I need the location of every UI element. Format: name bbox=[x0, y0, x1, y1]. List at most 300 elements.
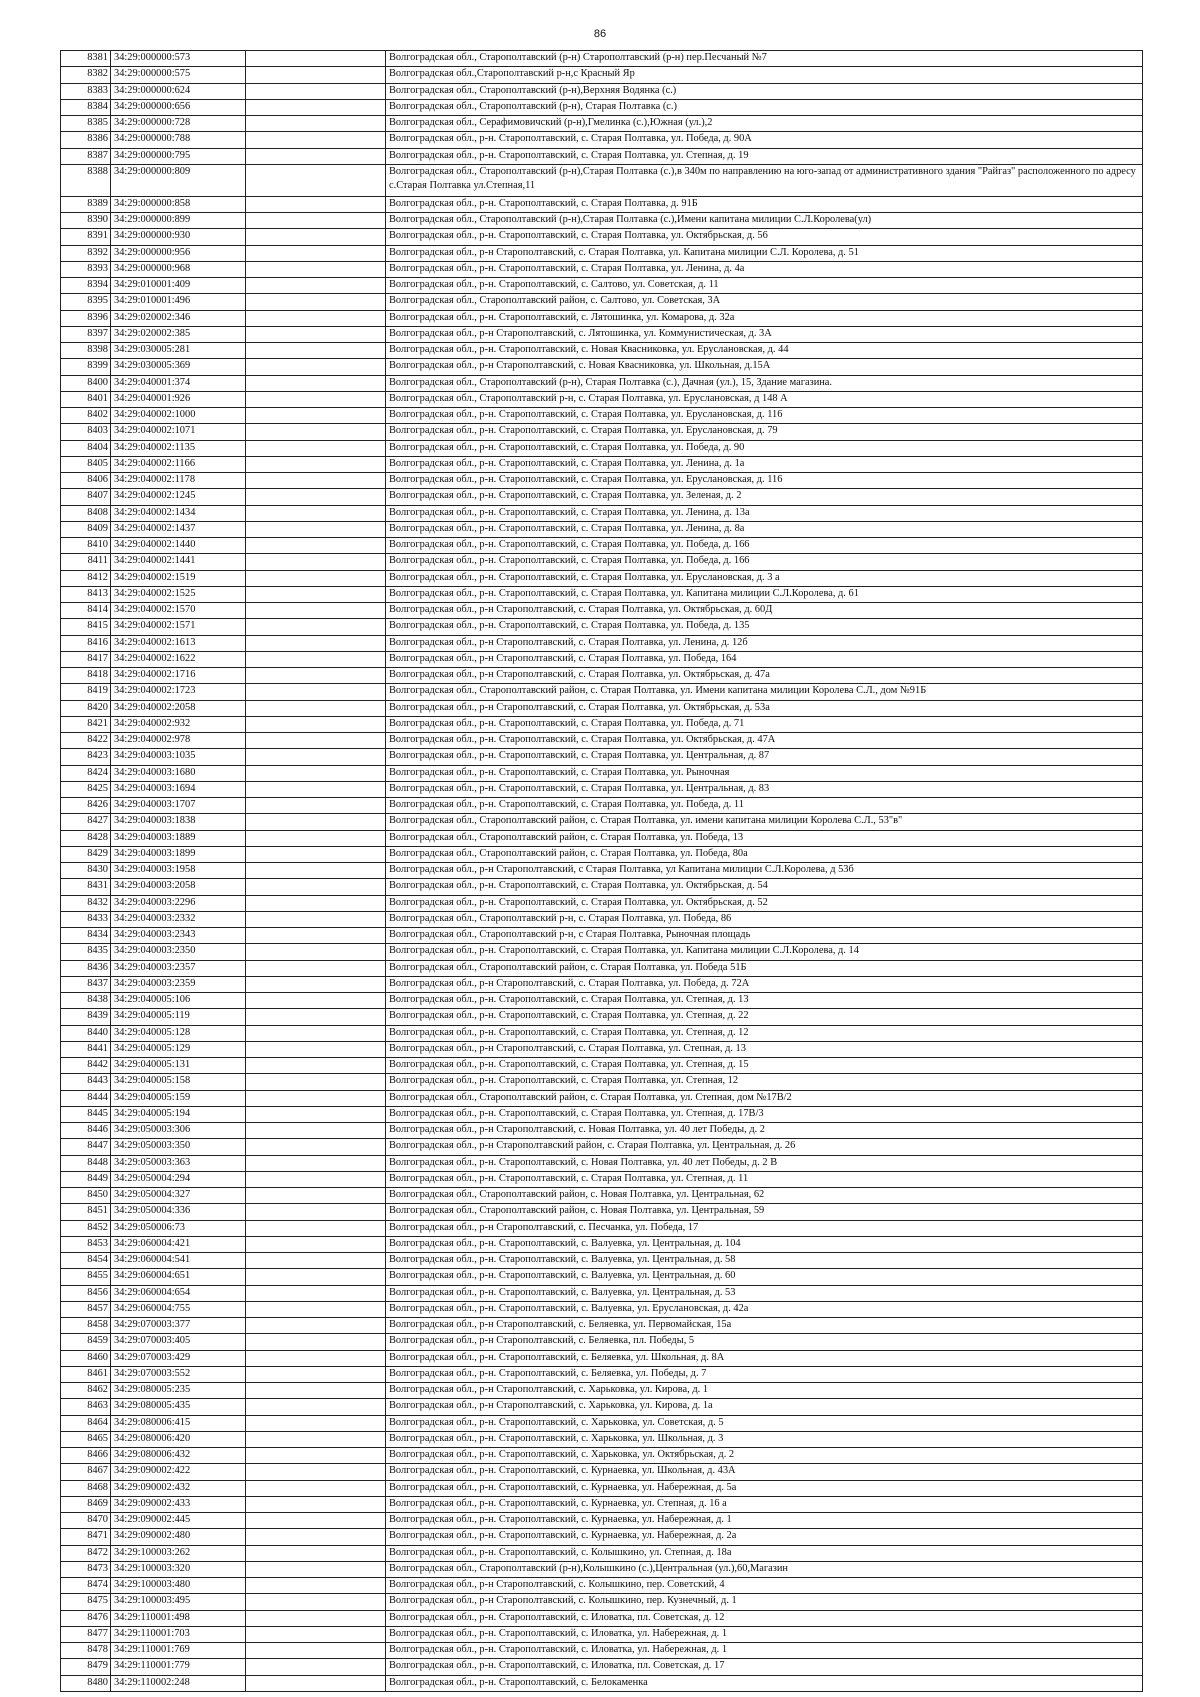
row-number-cell: 8479 bbox=[61, 1659, 111, 1675]
table-row bbox=[61, 960, 1143, 976]
empty-cell bbox=[246, 1334, 386, 1350]
address-cell: Волгоградская обл., р-н Старополтавский, с. Песчанка, ул. Победа, 17 bbox=[386, 1220, 1143, 1236]
cadastral-number-cell: 34:29:040002:1441 bbox=[111, 554, 246, 570]
address-cell: Волгоградская обл., р-н. Старополтавский, с. Старая Полтавка, ул. Октябрьская, д. 56 bbox=[386, 229, 1143, 245]
table-row bbox=[61, 538, 1143, 554]
address-cell: Волгоградская обл., р-н Старополтавский, с. Харьковка, ул. Кирова, д. 1а bbox=[386, 1399, 1143, 1415]
cadastral-number-cell: 34:29:080006:415 bbox=[111, 1415, 246, 1431]
cadastral-number-cell: 34:29:050004:294 bbox=[111, 1171, 246, 1187]
row-number-cell: 8384 bbox=[61, 99, 111, 115]
row-number-cell: 8403 bbox=[61, 424, 111, 440]
cadastral-number-cell: 34:29:040003:1899 bbox=[111, 846, 246, 862]
table-row bbox=[61, 1545, 1143, 1561]
address-cell: Волгоградская обл., Старополтавский (р-н) Старополтавский (р-н) пер.Песчаный №7 bbox=[386, 51, 1143, 67]
empty-cell bbox=[246, 1366, 386, 1382]
cadastral-number-cell: 34:29:000000:795 bbox=[111, 148, 246, 164]
table-row bbox=[61, 830, 1143, 846]
empty-cell bbox=[246, 1253, 386, 1269]
row-number-cell: 8445 bbox=[61, 1106, 111, 1122]
empty-cell bbox=[246, 684, 386, 700]
empty-cell bbox=[246, 976, 386, 992]
table-row bbox=[61, 521, 1143, 537]
row-number-cell: 8412 bbox=[61, 570, 111, 586]
row-number-cell: 8474 bbox=[61, 1578, 111, 1594]
cadastral-number-cell: 34:29:110001:703 bbox=[111, 1626, 246, 1642]
cadastral-number-cell: 34:29:040005:128 bbox=[111, 1025, 246, 1041]
cadastral-number-cell: 34:29:040005:158 bbox=[111, 1074, 246, 1090]
empty-cell bbox=[246, 749, 386, 765]
cadastral-number-cell: 34:29:090002:433 bbox=[111, 1496, 246, 1512]
row-number-cell: 8442 bbox=[61, 1058, 111, 1074]
address-cell: Волгоградская обл., р-н. Старополтавский, с. Старая Полтавка, ул. Степная, д. 12 bbox=[386, 1025, 1143, 1041]
table-row bbox=[61, 863, 1143, 879]
empty-cell bbox=[246, 359, 386, 375]
cadastral-number-cell: 34:29:040002:1000 bbox=[111, 408, 246, 424]
cadastral-number-cell: 34:29:040002:1440 bbox=[111, 538, 246, 554]
row-number-cell: 8476 bbox=[61, 1610, 111, 1626]
address-cell: Волгоградская обл., р-н. Старополтавский, с. Старая Полтавка, ул. Степная, д. 17В/3 bbox=[386, 1106, 1143, 1122]
empty-cell bbox=[246, 733, 386, 749]
empty-cell bbox=[246, 1188, 386, 1204]
empty-cell bbox=[246, 1643, 386, 1659]
table-row bbox=[61, 1253, 1143, 1269]
cadastral-number-cell: 34:29:000000:573 bbox=[111, 51, 246, 67]
row-number-cell: 8381 bbox=[61, 51, 111, 67]
address-cell: Волгоградская обл., р-н. Старополтавский, с. Курнаевка, ул. Школьная, д. 43А bbox=[386, 1464, 1143, 1480]
table-row bbox=[61, 1578, 1143, 1594]
row-number-cell: 8422 bbox=[61, 733, 111, 749]
address-cell: Волгоградская обл., р-н Старополтавский район, с. Старая Полтавка, ул. Центральная, д. 26 bbox=[386, 1139, 1143, 1155]
table-row bbox=[61, 473, 1143, 489]
empty-cell bbox=[246, 1626, 386, 1642]
table-row bbox=[61, 1594, 1143, 1610]
empty-cell bbox=[246, 1301, 386, 1317]
cadastral-number-cell: 34:29:040003:1838 bbox=[111, 814, 246, 830]
row-number-cell: 8393 bbox=[61, 261, 111, 277]
cadastral-number-cell: 34:29:040005:131 bbox=[111, 1058, 246, 1074]
table-row bbox=[61, 148, 1143, 164]
empty-cell bbox=[246, 570, 386, 586]
cadastral-number-cell: 34:29:040003:1680 bbox=[111, 765, 246, 781]
row-number-cell: 8477 bbox=[61, 1626, 111, 1642]
table-row bbox=[61, 1041, 1143, 1057]
address-cell: Волгоградская обл., р-н. Старополтавский, с. Харьковка, ул. Октябрьская, д. 2 bbox=[386, 1448, 1143, 1464]
row-number-cell: 8427 bbox=[61, 814, 111, 830]
table-row bbox=[61, 440, 1143, 456]
cadastral-number-cell: 34:29:040002:1135 bbox=[111, 440, 246, 456]
table-row bbox=[61, 1610, 1143, 1626]
table-row bbox=[61, 944, 1143, 960]
cadastral-number-cell: 34:29:040002:1570 bbox=[111, 603, 246, 619]
registry-body bbox=[61, 51, 1143, 1692]
table-row bbox=[61, 196, 1143, 212]
address-cell: Волгоградская обл., р-н. Старополтавский, с. Новая Квасниковка, ул. Еруслановская, д. 44 bbox=[386, 343, 1143, 359]
row-number-cell: 8386 bbox=[61, 132, 111, 148]
table-row bbox=[61, 700, 1143, 716]
cadastral-number-cell: 34:29:040003:2350 bbox=[111, 944, 246, 960]
cadastral-number-cell: 34:29:040003:1958 bbox=[111, 863, 246, 879]
empty-cell bbox=[246, 798, 386, 814]
table-row bbox=[61, 1236, 1143, 1252]
empty-cell bbox=[246, 1074, 386, 1090]
address-cell: Волгоградская обл., Старополтавский район, с. Старая Полтавка, ул. Имени капитана милиции Королева С.Л., дом №91Б bbox=[386, 684, 1143, 700]
table-row bbox=[61, 1399, 1143, 1415]
table-row bbox=[61, 1496, 1143, 1512]
table-row bbox=[61, 1009, 1143, 1025]
cadastral-number-cell: 34:29:040002:932 bbox=[111, 716, 246, 732]
table-row bbox=[61, 1301, 1143, 1317]
row-number-cell: 8429 bbox=[61, 846, 111, 862]
table-row bbox=[61, 846, 1143, 862]
row-number-cell: 8415 bbox=[61, 619, 111, 635]
row-number-cell: 8435 bbox=[61, 944, 111, 960]
cadastral-number-cell: 34:29:070003:377 bbox=[111, 1318, 246, 1334]
row-number-cell: 8400 bbox=[61, 375, 111, 391]
address-cell: Волгоградская обл., р-н Старополтавский, с. Беляевка, ул. Первомайская, 15а bbox=[386, 1318, 1143, 1334]
cadastral-number-cell: 34:29:060004:541 bbox=[111, 1253, 246, 1269]
cadastral-number-cell: 34:29:090002:422 bbox=[111, 1464, 246, 1480]
empty-cell bbox=[246, 1123, 386, 1139]
table-row bbox=[61, 1318, 1143, 1334]
empty-cell bbox=[246, 294, 386, 310]
table-row bbox=[61, 456, 1143, 472]
empty-cell bbox=[246, 1090, 386, 1106]
cadastral-number-cell: 34:29:060004:755 bbox=[111, 1301, 246, 1317]
row-number-cell: 8410 bbox=[61, 538, 111, 554]
address-cell: Волгоградская обл., р-н. Старополтавский, с. Старая Полтавка, ул. Степная, д. 13 bbox=[386, 993, 1143, 1009]
cadastral-number-cell: 34:29:000000:656 bbox=[111, 99, 246, 115]
empty-cell bbox=[246, 1675, 386, 1691]
empty-cell bbox=[246, 1139, 386, 1155]
row-number-cell: 8383 bbox=[61, 83, 111, 99]
cadastral-number-cell: 34:29:050003:350 bbox=[111, 1139, 246, 1155]
row-number-cell: 8382 bbox=[61, 67, 111, 83]
table-row bbox=[61, 879, 1143, 895]
empty-cell bbox=[246, 148, 386, 164]
empty-cell bbox=[246, 456, 386, 472]
table-row bbox=[61, 326, 1143, 342]
table-row bbox=[61, 1025, 1143, 1041]
row-number-cell: 8475 bbox=[61, 1594, 111, 1610]
address-cell: Волгоградская обл., р-н. Старополтавский, с. Курнаевка, ул. Набережная, д. 5а bbox=[386, 1480, 1143, 1496]
empty-cell bbox=[246, 1318, 386, 1334]
address-cell: Волгоградская обл., р-н Старополтавский, с. Лятошинка, ул. Коммунистическая, д. 3А bbox=[386, 326, 1143, 342]
cadastral-number-cell: 34:29:110001:769 bbox=[111, 1643, 246, 1659]
address-cell: Волгоградская обл., Старополтавский район, с. Старая Полтавка, ул. имени капитана милиции Королева С.Л., 53"в" bbox=[386, 814, 1143, 830]
address-cell: Волгоградская обл., р-н. Старополтавский, с. Валуевка, ул. Центральная, д. 53 bbox=[386, 1285, 1143, 1301]
cadastral-number-cell: 34:29:040003:2359 bbox=[111, 976, 246, 992]
table-row bbox=[61, 375, 1143, 391]
row-number-cell: 8389 bbox=[61, 196, 111, 212]
row-number-cell: 8398 bbox=[61, 343, 111, 359]
address-cell: Волгоградская обл., р-н. Старополтавский, с. Старая Полтавка, ул. Победа, д. 90А bbox=[386, 132, 1143, 148]
cadastral-number-cell: 34:29:050006:73 bbox=[111, 1220, 246, 1236]
address-cell: Волгоградская обл., Старополтавский (р-н),Колышкино (с.),Центральная (ул.),60,Магазин bbox=[386, 1561, 1143, 1577]
cadastral-number-cell: 34:29:040002:1437 bbox=[111, 521, 246, 537]
row-number-cell: 8396 bbox=[61, 310, 111, 326]
table-row bbox=[61, 733, 1143, 749]
cadastral-number-cell: 34:29:050004:336 bbox=[111, 1204, 246, 1220]
cadastral-number-cell: 34:29:000000:930 bbox=[111, 229, 246, 245]
row-number-cell: 8428 bbox=[61, 830, 111, 846]
table-row bbox=[61, 1334, 1143, 1350]
cadastral-number-cell: 34:29:040001:374 bbox=[111, 375, 246, 391]
address-cell: Волгоградская обл., р-н. Старополтавский, с. Старая Полтавка, ул. Еруслановская, д. 116 bbox=[386, 408, 1143, 424]
row-number-cell: 8395 bbox=[61, 294, 111, 310]
cadastral-number-cell: 34:29:000000:788 bbox=[111, 132, 246, 148]
address-cell: Волгоградская обл., р-н. Старополтавский, с. Старая Полтавка, ул. Ленина, д. 4а bbox=[386, 261, 1143, 277]
row-number-cell: 8453 bbox=[61, 1236, 111, 1252]
row-number-cell: 8441 bbox=[61, 1041, 111, 1057]
row-number-cell: 8388 bbox=[61, 164, 111, 196]
cadastral-number-cell: 34:29:010001:496 bbox=[111, 294, 246, 310]
cadastral-number-cell: 34:29:040002:978 bbox=[111, 733, 246, 749]
empty-cell bbox=[246, 1529, 386, 1545]
row-number-cell: 8430 bbox=[61, 863, 111, 879]
table-row bbox=[61, 1448, 1143, 1464]
empty-cell bbox=[246, 538, 386, 554]
row-number-cell: 8417 bbox=[61, 651, 111, 667]
cadastral-number-cell: 34:29:080005:235 bbox=[111, 1383, 246, 1399]
empty-cell bbox=[246, 554, 386, 570]
cadastral-number-cell: 34:29:050003:306 bbox=[111, 1123, 246, 1139]
row-number-cell: 8394 bbox=[61, 278, 111, 294]
address-cell: Волгоградская обл., Старополтавский (р-н),Верхняя Водянка (с.) bbox=[386, 83, 1143, 99]
empty-cell bbox=[246, 863, 386, 879]
empty-cell bbox=[246, 1025, 386, 1041]
table-row bbox=[61, 814, 1143, 830]
empty-cell bbox=[246, 603, 386, 619]
row-number-cell: 8460 bbox=[61, 1350, 111, 1366]
address-cell: Волгоградская обл., р-н. Старополтавский, с. Валуевка, ул. Центральная, д. 58 bbox=[386, 1253, 1143, 1269]
address-cell: Волгоградская обл., Серафимовичский (р-н),Гмелинка (с.),Южная (ул.),2 bbox=[386, 116, 1143, 132]
table-row bbox=[61, 668, 1143, 684]
table-row bbox=[61, 229, 1143, 245]
address-cell: Волгоградская обл., р-н. Старополтавский, с. Новая Полтавка, ул. 40 лет Победы, д. 2 В bbox=[386, 1155, 1143, 1171]
row-number-cell: 8451 bbox=[61, 1204, 111, 1220]
address-cell: Волгоградская обл., р-н. Старополтавский, с. Валуевка, ул. Центральная, д. 104 bbox=[386, 1236, 1143, 1252]
row-number-cell: 8397 bbox=[61, 326, 111, 342]
cadastral-number-cell: 34:29:040002:1716 bbox=[111, 668, 246, 684]
row-number-cell: 8425 bbox=[61, 781, 111, 797]
row-number-cell: 8454 bbox=[61, 1253, 111, 1269]
row-number-cell: 8411 bbox=[61, 554, 111, 570]
address-cell: Волгоградская обл., р-н. Старополтавский, с. Старая Полтавка, ул. Степная, д. 11 bbox=[386, 1171, 1143, 1187]
empty-cell bbox=[246, 1659, 386, 1675]
table-row bbox=[61, 1431, 1143, 1447]
row-number-cell: 8447 bbox=[61, 1139, 111, 1155]
table-row bbox=[61, 278, 1143, 294]
empty-cell bbox=[246, 261, 386, 277]
row-number-cell: 8424 bbox=[61, 765, 111, 781]
row-number-cell: 8464 bbox=[61, 1415, 111, 1431]
table-row bbox=[61, 651, 1143, 667]
cadastral-number-cell: 34:29:000000:858 bbox=[111, 196, 246, 212]
row-number-cell: 8480 bbox=[61, 1675, 111, 1691]
cadastral-number-cell: 34:29:040002:1071 bbox=[111, 424, 246, 440]
row-number-cell: 8402 bbox=[61, 408, 111, 424]
row-number-cell: 8459 bbox=[61, 1334, 111, 1350]
empty-cell bbox=[246, 993, 386, 1009]
table-row bbox=[61, 359, 1143, 375]
empty-cell bbox=[246, 1236, 386, 1252]
row-number-cell: 8390 bbox=[61, 213, 111, 229]
empty-cell bbox=[246, 521, 386, 537]
empty-cell bbox=[246, 619, 386, 635]
cadastral-number-cell: 34:29:100003:262 bbox=[111, 1545, 246, 1561]
table-row bbox=[61, 1415, 1143, 1431]
cadastral-number-cell: 34:29:050004:327 bbox=[111, 1188, 246, 1204]
address-cell: Волгоградская обл., р-н. Старополтавский, с. Старая Полтавка, ул. Победа, д. 71 bbox=[386, 716, 1143, 732]
empty-cell bbox=[246, 1594, 386, 1610]
cadastral-number-cell: 34:29:000000:956 bbox=[111, 245, 246, 261]
row-number-cell: 8438 bbox=[61, 993, 111, 1009]
address-cell: Волгоградская обл., р-н Старополтавский, с. Старая Полтавка, ул. Ленина, д. 12б bbox=[386, 635, 1143, 651]
address-cell: Волгоградская обл., Старополтавский район, с. Старая Полтавка, ул. Степная, дом №17В/2 bbox=[386, 1090, 1143, 1106]
empty-cell bbox=[246, 440, 386, 456]
table-row bbox=[61, 1171, 1143, 1187]
address-cell: Волгоградская обл.,Старополтавский р-н,с Красный Яр bbox=[386, 67, 1143, 83]
table-row bbox=[61, 99, 1143, 115]
empty-cell bbox=[246, 1496, 386, 1512]
table-row bbox=[61, 619, 1143, 635]
table-row bbox=[61, 1123, 1143, 1139]
cadastral-number-cell: 34:29:010001:409 bbox=[111, 278, 246, 294]
row-number-cell: 8391 bbox=[61, 229, 111, 245]
table-row bbox=[61, 424, 1143, 440]
table-row bbox=[61, 1643, 1143, 1659]
cadastral-number-cell: 34:29:040003:2058 bbox=[111, 879, 246, 895]
empty-cell bbox=[246, 651, 386, 667]
table-row bbox=[61, 1513, 1143, 1529]
address-cell: Волгоградская обл., р-н. Старополтавский, с. Иловатка, пл. Советская, д. 17 bbox=[386, 1659, 1143, 1675]
address-cell: Волгоградская обл., р-н. Старополтавский, с. Старая Полтавка, ул. Капитана милиции С.Л.Королева, д. 14 bbox=[386, 944, 1143, 960]
table-row bbox=[61, 1626, 1143, 1642]
address-cell: Волгоградская обл., р-н. Старополтавский, с. Иловатка, ул. Набережная, д. 1 bbox=[386, 1643, 1143, 1659]
address-cell: Волгоградская обл., Старополтавский район, с. Старая Полтавка, ул. Победа, 80а bbox=[386, 846, 1143, 862]
address-cell: Волгоградская обл., р-н. Старополтавский, с. Колышкино, ул. Степная, д. 18а bbox=[386, 1545, 1143, 1561]
cadastral-number-cell: 34:29:040002:1525 bbox=[111, 586, 246, 602]
row-number-cell: 8472 bbox=[61, 1545, 111, 1561]
row-number-cell: 8413 bbox=[61, 586, 111, 602]
table-row bbox=[61, 1383, 1143, 1399]
table-row bbox=[61, 1269, 1143, 1285]
cadastral-number-cell: 34:29:000000:728 bbox=[111, 116, 246, 132]
cadastral-number-cell: 34:29:000000:899 bbox=[111, 213, 246, 229]
cadastral-number-cell: 34:29:090002:445 bbox=[111, 1513, 246, 1529]
table-row bbox=[61, 1561, 1143, 1577]
table-row bbox=[61, 1139, 1143, 1155]
empty-cell bbox=[246, 489, 386, 505]
empty-cell bbox=[246, 375, 386, 391]
address-cell: Волгоградская обл., р-н. Старополтавский, с. Иловатка, пл. Советская, д. 12 bbox=[386, 1610, 1143, 1626]
cadastral-number-cell: 34:29:040002:1434 bbox=[111, 505, 246, 521]
table-row bbox=[61, 781, 1143, 797]
row-number-cell: 8440 bbox=[61, 1025, 111, 1041]
address-cell: Волгоградская обл., р-н. Старополтавский, с. Старая Полтавка, ул. Октябрьская, д. 47А bbox=[386, 733, 1143, 749]
address-cell: Волгоградская обл., р-н. Старополтавский, с. Старая Полтавка, ул. Степная, д. 19 bbox=[386, 148, 1143, 164]
row-number-cell: 8455 bbox=[61, 1269, 111, 1285]
row-number-cell: 8414 bbox=[61, 603, 111, 619]
cadastral-number-cell: 34:29:040002:1622 bbox=[111, 651, 246, 667]
empty-cell bbox=[246, 830, 386, 846]
cadastral-number-cell: 34:29:060004:651 bbox=[111, 1269, 246, 1285]
table-row bbox=[61, 51, 1143, 67]
address-cell: Волгоградская обл., р-н. Старополтавский, с. Старая Полтавка, ул. Капитана милиции С.Л.Королева, д. 61 bbox=[386, 586, 1143, 602]
address-cell: Волгоградская обл., р-н. Старополтавский, с. Старая Полтавка, ул. Победа, д. 90 bbox=[386, 440, 1143, 456]
address-cell: Волгоградская обл., Старополтавский р-н, с. Старая Полтавка, ул. Победа, 86 bbox=[386, 911, 1143, 927]
row-number-cell: 8466 bbox=[61, 1448, 111, 1464]
cadastral-number-cell: 34:29:040002:1166 bbox=[111, 456, 246, 472]
cadastral-number-cell: 34:29:020002:346 bbox=[111, 310, 246, 326]
row-number-cell: 8423 bbox=[61, 749, 111, 765]
cadastral-number-cell: 34:29:040003:2296 bbox=[111, 895, 246, 911]
cadastral-number-cell: 34:29:100003:495 bbox=[111, 1594, 246, 1610]
address-cell: Волгоградская обл., р-н. Старополтавский, с. Старая Полтавка, ул. Еруслановская, д. 3 а bbox=[386, 570, 1143, 586]
row-number-cell: 8392 bbox=[61, 245, 111, 261]
empty-cell bbox=[246, 1220, 386, 1236]
row-number-cell: 8439 bbox=[61, 1009, 111, 1025]
table-row bbox=[61, 294, 1143, 310]
cadastral-number-cell: 34:29:070003:405 bbox=[111, 1334, 246, 1350]
row-number-cell: 8420 bbox=[61, 700, 111, 716]
cadastral-number-cell: 34:29:060004:654 bbox=[111, 1285, 246, 1301]
cadastral-number-cell: 34:29:040001:926 bbox=[111, 391, 246, 407]
cadastral-number-cell: 34:29:040003:2332 bbox=[111, 911, 246, 927]
row-number-cell: 8473 bbox=[61, 1561, 111, 1577]
table-row bbox=[61, 635, 1143, 651]
table-row bbox=[61, 1220, 1143, 1236]
address-cell: Волгоградская обл., Старополтавский (р-н), Старая Полтавка (с.) bbox=[386, 99, 1143, 115]
address-cell: Волгоградская обл., р-н. Старополтавский, с. Старая Полтавка, ул. Еруслановская, д. 79 bbox=[386, 424, 1143, 440]
empty-cell bbox=[246, 1448, 386, 1464]
cadastral-number-cell: 34:29:000000:624 bbox=[111, 83, 246, 99]
table-row bbox=[61, 213, 1143, 229]
cadastral-number-cell: 34:29:090002:480 bbox=[111, 1529, 246, 1545]
address-cell: Волгоградская обл., р-н. Старополтавский, с. Старая Полтавка, ул. Октябрьская, д. 54 bbox=[386, 879, 1143, 895]
empty-cell bbox=[246, 424, 386, 440]
address-cell: Волгоградская обл., р-н. Старополтавский, с. Старая Полтавка, ул. Степная, д. 22 bbox=[386, 1009, 1143, 1025]
cadastral-number-cell: 34:29:040005:129 bbox=[111, 1041, 246, 1057]
address-cell: Волгоградская обл., р-н. Старополтавский, с. Старая Полтавка, ул. Еруслановская, д. 116 bbox=[386, 473, 1143, 489]
cadastral-number-cell: 34:29:080006:420 bbox=[111, 1431, 246, 1447]
empty-cell bbox=[246, 229, 386, 245]
address-cell: Волгоградская обл., р-н. Старополтавский, с. Старая Полтавка, ул. Центральная, д. 83 bbox=[386, 781, 1143, 797]
address-cell: Волгоградская обл., р-н. Старополтавский, с. Старая Полтавка, ул. Зеленая, д. 2 bbox=[386, 489, 1143, 505]
row-number-cell: 8443 bbox=[61, 1074, 111, 1090]
address-cell: Волгоградская обл., р-н. Старополтавский, с. Харьковка, ул. Школьная, д. 3 bbox=[386, 1431, 1143, 1447]
address-cell: Волгоградская обл., р-н. Старополтавский, с. Старая Полтавка, ул. Центральная, д. 87 bbox=[386, 749, 1143, 765]
address-cell: Волгоградская обл., Старополтавский (р-н),Старая Полтавка (с.),Имени капитана милиции С.Л.Королева(ул) bbox=[386, 213, 1143, 229]
empty-cell bbox=[246, 1204, 386, 1220]
empty-cell bbox=[246, 1106, 386, 1122]
address-cell: Волгоградская обл., р-н. Старополтавский, с. Старая Полтавка, ул. Победа, д. 166 bbox=[386, 554, 1143, 570]
empty-cell bbox=[246, 700, 386, 716]
cadastral-number-cell: 34:29:030005:369 bbox=[111, 359, 246, 375]
empty-cell bbox=[246, 473, 386, 489]
empty-cell bbox=[246, 326, 386, 342]
table-row bbox=[61, 603, 1143, 619]
row-number-cell: 8436 bbox=[61, 960, 111, 976]
row-number-cell: 8431 bbox=[61, 879, 111, 895]
address-cell: Волгоградская обл., Старополтавский (р-н), Старая Полтавка (с.), Дачная (ул.), 15, Здание магазина. bbox=[386, 375, 1143, 391]
table-row bbox=[61, 343, 1143, 359]
address-cell: Волгоградская обл., р-н Старополтавский, с. Беляевка, пл. Победы, 5 bbox=[386, 1334, 1143, 1350]
row-number-cell: 8432 bbox=[61, 895, 111, 911]
empty-cell bbox=[246, 1171, 386, 1187]
address-cell: Волгоградская обл., р-н Старополтавский, с. Старая Полтавка, ул. Победа, д. 72А bbox=[386, 976, 1143, 992]
registry-table bbox=[60, 50, 1143, 1692]
